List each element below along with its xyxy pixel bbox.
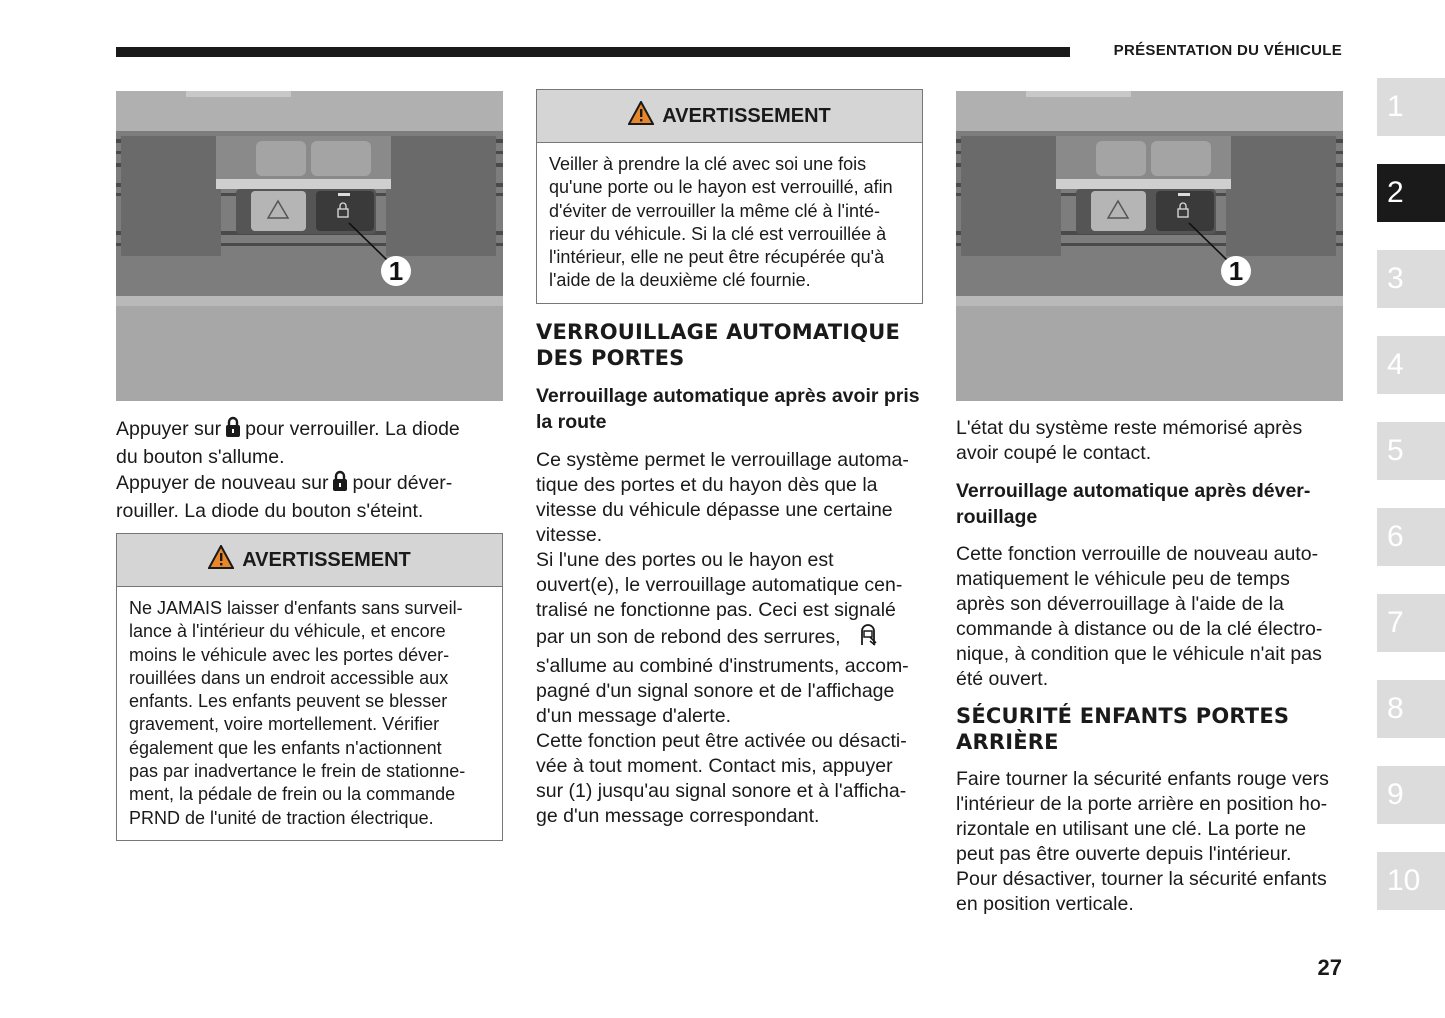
subheading-auto-lock-drive: Verrouillage automatique après avoir pris la route [536, 385, 920, 433]
door-open-warning-icon [856, 623, 880, 654]
unlock-text-c: rouiller. La diode du bouton s'éteint. [116, 500, 424, 522]
instruction-lock [116, 416, 503, 524]
warning-triangle-icon [628, 101, 654, 131]
warning-text: Ne JAMAIS laisser d'enfants sans surveil- lance à l'intérieur du véhicule, et encore moins le véhicule avec les portes déver- rouillées dans un endroit accessible aux enfants. Les enfants peuvent se blesser gravement, voire mortellement. Vérifier également que les enfants n'actionnent pas par inadvertance le frein de stationne- ment, la pédale de frein ou la commande PRND de l'unité de traction électrique. [129, 598, 466, 828]
warning-box-key [536, 89, 923, 304]
subheading-auto-relock: Verrouillage automatique après déver- rouillage [956, 480, 1311, 528]
section-title: PRÉSENTATION DU VÉHICULE [1113, 42, 1342, 59]
warning-title: AVERTISSEMENT [242, 548, 411, 571]
padlock-icon [332, 470, 348, 499]
chapter-tab-2[interactable]: 2 [1377, 164, 1445, 222]
auto-lock-body: Ce système permet le verrouillage automa- tique des portes et du hayon dès que la vitesse du véhicule dépasse une certaine vitesse. Si l'une des portes ou le hayon est ouvert(e), le verrouillage automatique cen- tralisé ne fonctionne pas. Ceci est signalé par un son de rebond des serrures, s'allume au combiné d'instruments, accom- pagné d'un signal sonore et de l'affichage d'un message d'alerte. Cette fonction peut être activée ou désacti- vée à tout moment. Contact mis, appuyer sur (1) jusqu'au signal sonore et à l'afficha- ge d'un message correspondant. [536, 449, 909, 827]
auto-relock-body: Cette fonction verrouille de nouveau auto- matiquement le véhicule peu de temps après son déverrouillage à l'aide de la commande à distance ou de la clé électro- nique, à condition que le véhicule n'ait pas été ouvert. [956, 543, 1323, 690]
header-rule [116, 47, 1070, 57]
chapter-tab-8[interactable]: 8 [1377, 680, 1445, 738]
chapter-tab-9[interactable]: 9 [1377, 766, 1445, 824]
warning-header [117, 534, 502, 587]
heading-child-lock: SÉCURITÉ ENFANTS PORTES ARRIÈRE [956, 704, 1290, 754]
chapter-tab-3[interactable]: 3 [1377, 250, 1445, 308]
lock-text-a: Appuyer sur [116, 418, 222, 440]
chapter-tab-7[interactable]: 7 [1377, 594, 1445, 652]
chapter-tab-10[interactable]: 10 [1377, 852, 1445, 910]
padlock-icon [225, 416, 241, 445]
unlock-text-a: Appuyer de nouveau sur [116, 472, 329, 494]
figure-door-lock-button [956, 91, 1343, 401]
warning-text: Veiller à prendre la clé avec soi une fois qu'une porte ou le hayon est verrouillé, afin d'éviter de verrouiller la même clé à l'inté- rieur du véhicule. Si la clé est verrouillée à l'intérieur, elle ne peut être récupérée qu'à l'aide de la deuxième clé fournie. [549, 154, 893, 291]
chapter-tab-5[interactable]: 5 [1377, 422, 1445, 480]
figure-callout: 1 [1228, 256, 1244, 286]
chapter-tab-1[interactable]: 1 [1377, 78, 1445, 136]
warning-header [537, 90, 922, 143]
warning-triangle-icon [208, 545, 234, 575]
child-lock-body: Faire tourner la sécurité enfants rouge vers l'intérieur de la porte arrière en position ho- rizontale en utilisant une clé. La porte ne peut pas être ouverte depuis l'intérieur. Pour désactiver, tourner la sécurité enfants en position verticale. [956, 768, 1329, 915]
unlock-text-b: pour déver- [352, 472, 453, 494]
lock-text-b: pour verrouiller. La diode [245, 418, 460, 440]
chapter-tab-4[interactable]: 4 [1377, 336, 1445, 394]
warning-box-children [116, 533, 503, 841]
page-number: 27 [1317, 955, 1342, 980]
lock-text-c: du bouton s'allume. [116, 446, 285, 468]
figure-door-lock-button [116, 91, 503, 401]
chapter-tab-6[interactable]: 6 [1377, 508, 1445, 566]
figure-callout: 1 [388, 256, 404, 286]
warning-title: AVERTISSEMENT [662, 104, 831, 127]
memory-text: L'état du système reste mémorisé après avoir coupé le contact. [956, 417, 1303, 464]
heading-auto-lock: VERROUILLAGE AUTOMATIQUE DES PORTES [536, 320, 901, 370]
